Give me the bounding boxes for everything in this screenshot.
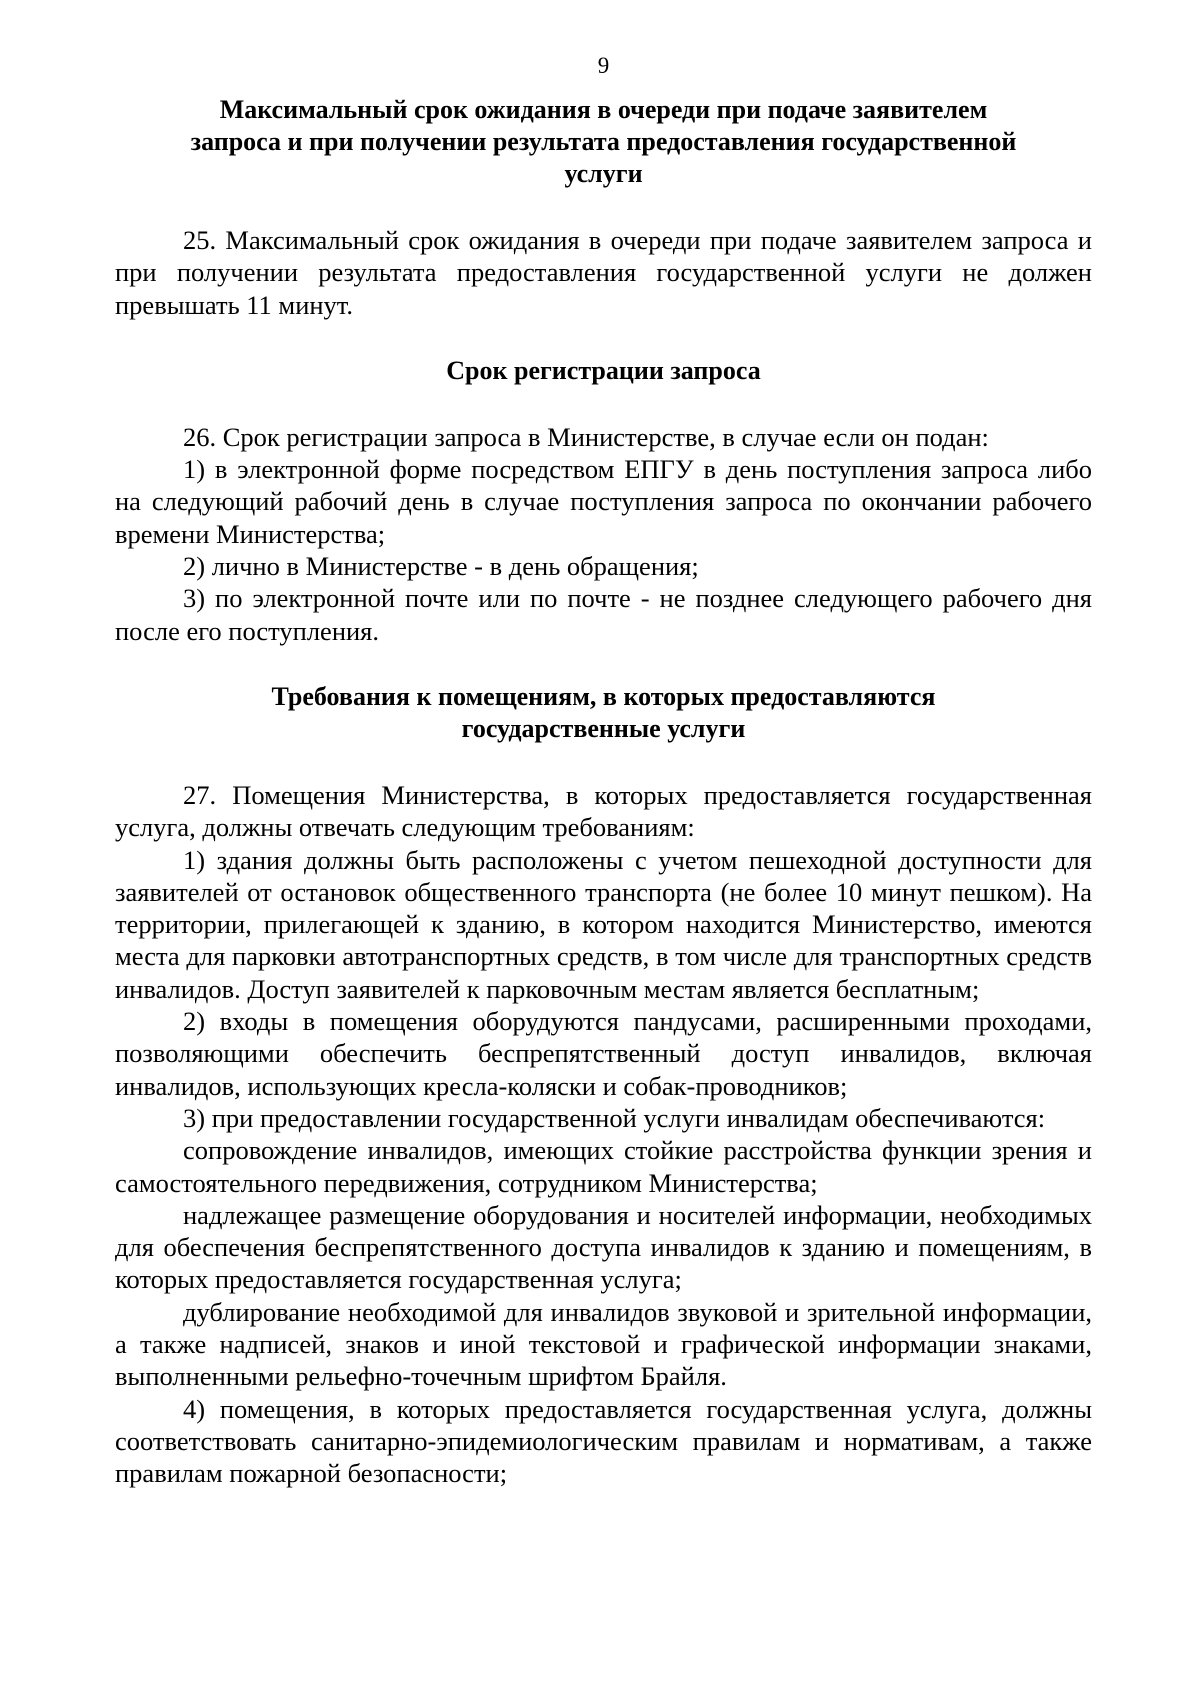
paragraph: 26. Срок регистрации запроса в Министерстве, в случае если он подан: <box>183 421 989 452</box>
page-number: 9 <box>597 53 610 78</box>
paragraph: 25. Максимальный срок ожидания в очереди при подаче заявителем запроса и при получении результата предоставления государственной услуги не должен превышать 11 минут. <box>115 225 1092 320</box>
heading-line: Срок регистрации запроса <box>446 355 761 385</box>
paragraph: 2) входы в помещения оборудуются пандусами, расширенными проходами, позволяющими обеспечить беспрепятственный доступ инвалидов, включая инвалидов, использующих кресла-коляски и собак-проводников; <box>115 1006 1092 1101</box>
section-queue-wait-time <box>115 94 1092 321</box>
section-heading <box>115 355 1092 387</box>
heading-line: запроса и при получении результата предоставления государственной <box>190 127 1017 156</box>
section-request-registration <box>115 355 1092 647</box>
heading-line: государственные услуги <box>461 713 746 743</box>
heading-line: Максимальный срок ожидания в очереди при подаче заявителем <box>219 95 988 124</box>
heading-line: Требования к помещениям, в которых предоставляются <box>271 681 936 711</box>
paragraph: 2) лично в Министерстве - в день обращения; <box>183 551 699 582</box>
paragraph: сопровождение инвалидов, имеющих стойкие расстройства функции зрения и самостоятельного передвижения, сотрудником Министерства; <box>115 1135 1092 1198</box>
paragraph: 4) помещения, в которых предоставляется государственная услуга, должны соответствовать санитарно-эпидемиологическим правилам и нормативам, а также правилам пожарной безопасности; <box>115 1393 1092 1489</box>
paragraph: надлежащее размещение оборудования и носителей информации, необходимых для обеспечения беспрепятственного доступа инвалидов к зданию и помещениям, в которых предоставляется государственная услуга; <box>115 1199 1092 1295</box>
section-premises-requirements <box>115 681 1092 1490</box>
section-heading <box>115 94 1092 190</box>
paragraph: 1) здания должны быть расположены с учетом пешеходной доступности для заявителей от остановок общественного транспорта (не более 10 минут пешком). На территории, прилегающей к зданию, в котором находится Министерство, имеются места для парковки автотранспортных средств, в том числе для транспортных средств инвалидов. Доступ заявителей к парковочным местам является бесплатным; <box>115 844 1092 1004</box>
paragraph: 3) по электронной почте или по почте - не позднее следующего рабочего дня после его поступления. <box>115 583 1092 646</box>
paragraph: 3) при предоставлении государственной услуги инвалидам обеспечиваются: <box>183 1102 1046 1133</box>
paragraph: 1) в электронной форме посредством ЕПГУ в день поступления запроса либо на следующий рабочий день в случае поступления запроса по окончании рабочего времени Министерства; <box>115 454 1092 549</box>
paragraph: 27. Помещения Министерства, в которых предоставляется государственная услуга, должны отвечать следующим требованиям: <box>115 779 1092 843</box>
section-heading <box>115 681 1092 745</box>
paragraph: дублирование необходимой для инвалидов звуковой и зрительной информации, а также надписей, знаков и иной текстовой и графической информации знаками, выполненными рельефно-точечным шрифтом Брайля. <box>115 1296 1092 1392</box>
heading-line: услуги <box>564 159 643 188</box>
